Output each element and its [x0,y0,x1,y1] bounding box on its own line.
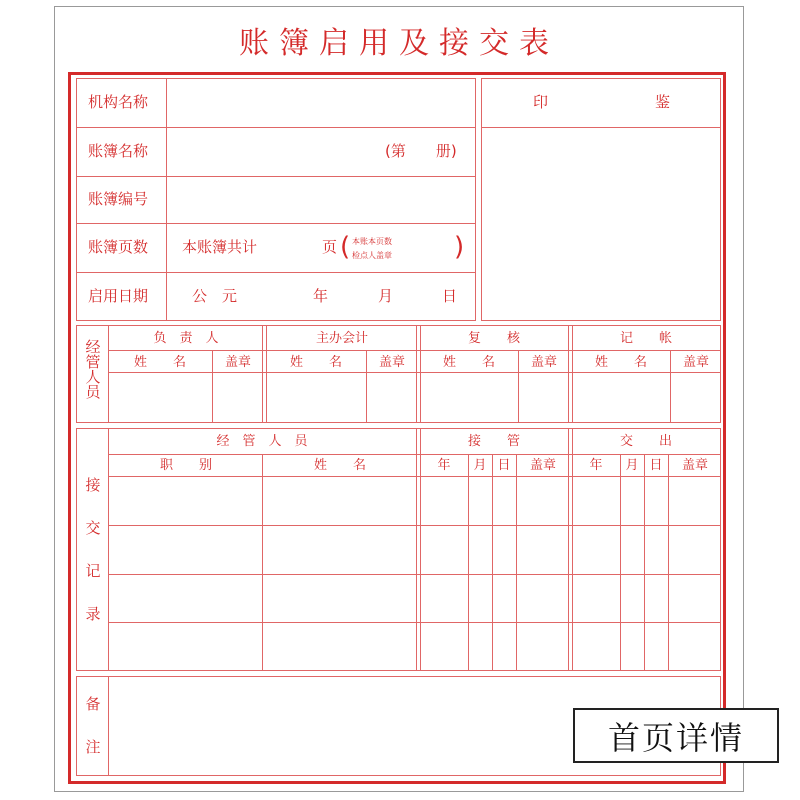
sub-seal-label: 盖章 [378,355,406,370]
receive-header: 接 管 [467,434,521,449]
handover-side-label: 接 交 记 录 [85,476,101,623]
sub-name-label: 姓 名 [133,355,187,370]
date-year-text: 年 [313,287,329,305]
handover-subheader-divider [108,476,721,477]
pages-total-text: 本账簿共计 [182,238,258,256]
post-col-header: 职 别 [159,458,213,473]
pages-note-close-paren: ) [454,232,465,262]
receive-day-header: 日 [497,458,511,473]
date-day-text: 日 [442,287,458,305]
remarks-field[interactable] [110,678,570,774]
handover-row-divider [108,574,721,575]
handover-group-divider [572,428,573,671]
book-pages-label: 账簿页数 [88,238,149,256]
form-title: 账簿启用及接交表 [239,26,559,61]
remarks-side-label: 备 注 [85,695,101,756]
handover-group-divider [420,428,421,671]
sub-seal-label: 盖章 [224,355,252,370]
date-col-split [516,454,517,671]
name-seal-split [366,350,367,423]
receive-month-header: 月 [473,458,487,473]
deliver-header: 交 出 [619,434,673,449]
name-seal-split [670,350,671,423]
date-col-split [468,454,469,671]
info-row-divider [76,176,476,177]
date-col-split [644,454,645,671]
info-row-divider [76,127,476,128]
group-label-responsible: 负 责 人 [153,331,219,346]
name-seal-split [518,350,519,423]
remarks-side-divider [108,676,109,776]
deliver-month-header: 月 [625,458,639,473]
group-divider [568,325,569,423]
pages-note-line-2: 检点人盖章 [352,251,392,260]
group-divider [262,325,263,423]
managers-side-label: 经 管 人 员 [85,338,101,401]
pages-note-line-1: 本账本页数 [352,237,392,246]
date-col-split [492,454,493,671]
group-divider [266,325,267,423]
deliver-year-header: 年 [589,458,603,473]
post-name-split [262,454,263,671]
group-divider [572,325,573,423]
group-label-chief-accountant: 主办会计 [315,331,369,346]
org-name-label: 机构名称 [88,93,149,111]
date-col-split [668,454,669,671]
seal-divider [481,127,721,128]
managers-subheader-divider [108,372,721,373]
pages-unit-text: 页 [322,238,338,256]
seal-label-1: 印 [533,93,549,111]
group-divider [420,325,421,423]
book-number-label: 账簿编号 [88,190,149,208]
org-name-field[interactable] [168,80,474,126]
date-era-text: 公 元 [192,287,238,305]
managers-header-divider [108,350,721,351]
group-divider [416,325,417,423]
handover-group-divider [416,428,417,671]
handover-group-divider [568,428,569,671]
sub-seal-label: 盖章 [530,355,558,370]
sub-name-label: 姓 名 [442,355,496,370]
seal-box [481,78,721,321]
handover-side-divider [108,428,109,671]
sub-name-label: 姓 名 [594,355,648,370]
seal-label-2: 鉴 [655,93,671,111]
handover-header-divider [108,454,721,455]
date-col-split [620,454,621,671]
deliver-day-header: 日 [649,458,663,473]
managers-side-divider [108,325,109,423]
staff-header: 经 管 人 员 [216,434,308,449]
sub-name-label: 姓 名 [289,355,343,370]
group-label-bookkeeper: 记 帐 [619,331,673,346]
handover-row-divider [108,622,721,623]
handover-row-divider [108,525,721,526]
info-row-divider [76,272,476,273]
home-details-badge[interactable]: 首页详情 [573,708,779,763]
book-volume-text: (第 册) [385,142,457,160]
date-month-text: 月 [378,287,394,305]
sub-seal-label: 盖章 [682,355,710,370]
start-date-label: 启用日期 [88,287,149,305]
name-seal-split [212,350,213,423]
name-col-header: 姓 名 [313,458,367,473]
pages-note-open-paren: ( [340,232,351,262]
receive-seal-header: 盖章 [529,458,557,473]
deliver-seal-header: 盖章 [681,458,709,473]
receive-year-header: 年 [437,458,451,473]
book-name-label: 账簿名称 [88,142,149,160]
info-row-divider [76,223,476,224]
group-label-reviewer: 复 核 [467,331,521,346]
info-col-divider [166,78,167,321]
